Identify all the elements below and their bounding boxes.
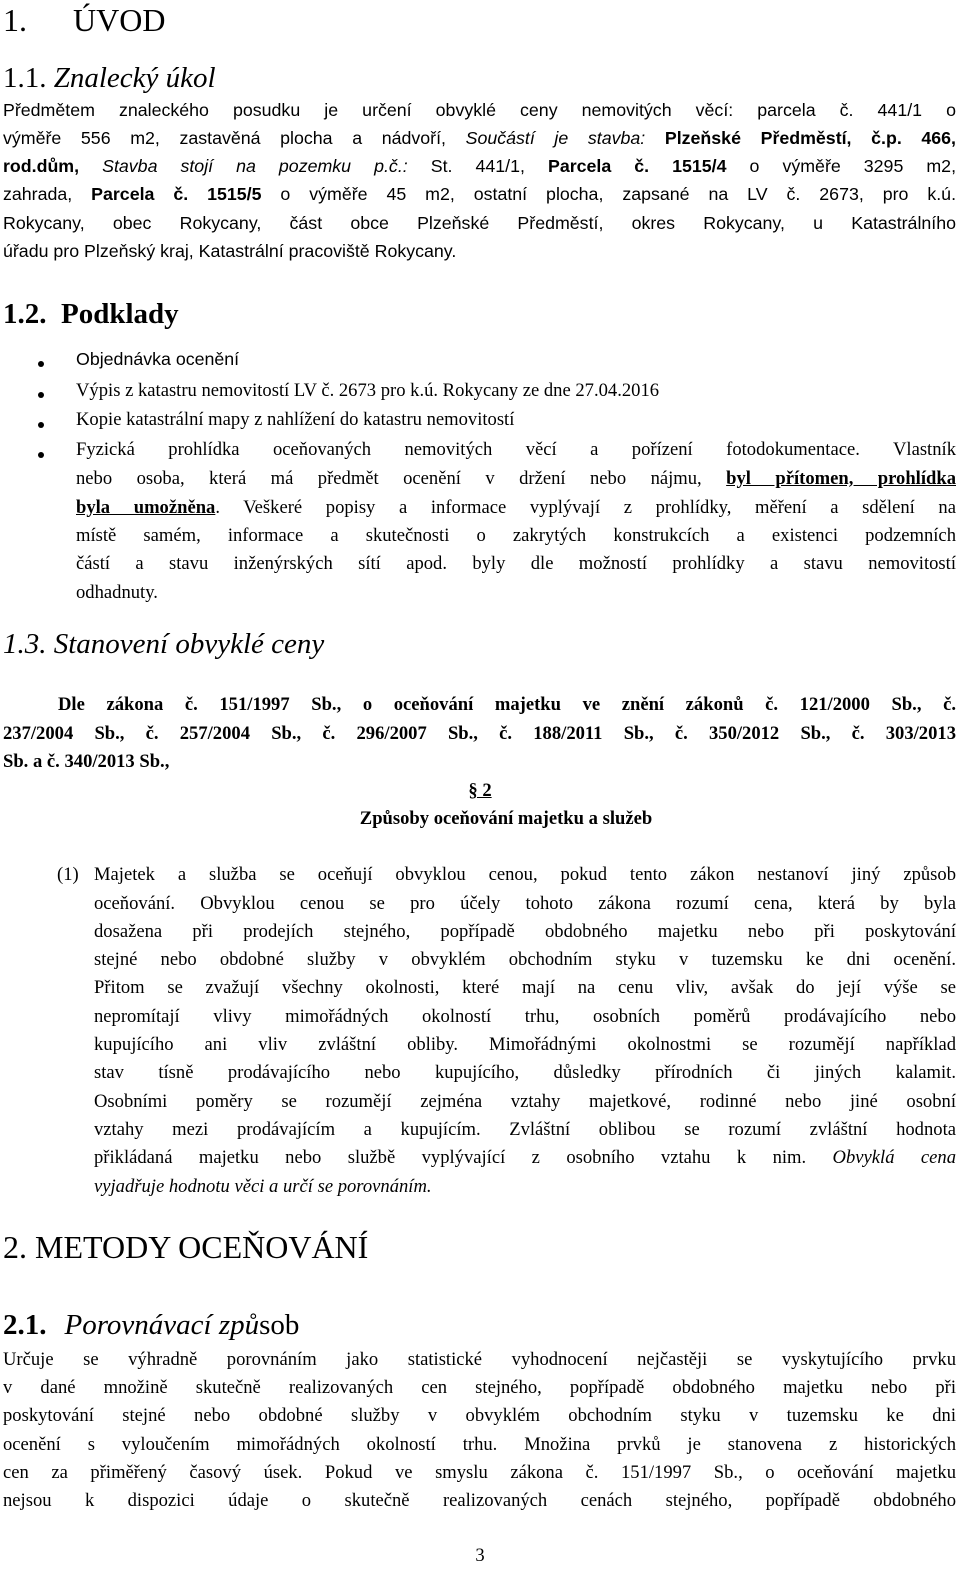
subsection-title: Znalecký úkol bbox=[53, 62, 216, 94]
clause-line bbox=[94, 1034, 956, 1056]
text-span: byla umožněna bbox=[76, 497, 216, 518]
section-title: ÚVOD bbox=[73, 2, 166, 38]
subsection-number: 2.1. bbox=[3, 1309, 47, 1341]
text-line: Fyzická prohlídka oceňovaných nemovitých věcí a pořízení fotodokumentace. Vlastník bbox=[76, 439, 956, 460]
law-section-heading: Způsoby oceňování majetku a služeb bbox=[359, 808, 653, 829]
subsection-title-end: sob bbox=[259, 1309, 300, 1341]
text-line: ocenění s vyloučením mimořádných okolností trhu. Množina prvků je stanovena z historických bbox=[3, 1434, 956, 1455]
text-span: Parcela č. 1515/4 bbox=[547, 156, 727, 176]
text-line: částí a stavu inženýrských sítí apod. byly dle možností prohlídky a stavu nemovitostí bbox=[76, 553, 956, 574]
text-line: stejné nebo obdobné služby v obvyklém obchodním styku v tuzemsku ke dni ocenění. bbox=[94, 949, 956, 970]
subsection-number: 1.3. bbox=[3, 628, 47, 660]
paragraph-line bbox=[3, 1349, 956, 1371]
bullet-continuation bbox=[76, 553, 956, 575]
text-span: rod.dům, bbox=[3, 156, 103, 176]
text-span: výměře 556 m2, zastavěná plocha a nádvoří, bbox=[3, 128, 466, 148]
text-span: zahrada, bbox=[3, 184, 92, 204]
text-line: místě samém, informace a skutečnosti o zakrytých konstrukcích a existenci podzemních bbox=[76, 525, 956, 546]
text-line: Předmětem znaleckého posudku je určení obvyklé ceny nemovitých věcí: parcela č. 441/1 o bbox=[3, 100, 956, 120]
text-span: Obvyklá cena bbox=[832, 1147, 956, 1168]
paragraph-sign: § 2 bbox=[468, 780, 492, 801]
text-line: úřadu pro Plzeňský kraj, Katastrální pracoviště Rokycany. bbox=[3, 241, 457, 261]
text-span: o výměře 45 m2, ostatní plocha, zapsané na LV č. 2673, pro k.ú. bbox=[261, 184, 957, 204]
clause-line bbox=[94, 1119, 956, 1141]
text-span: byl přítomen, prohlídka bbox=[726, 468, 956, 489]
text-span: . Veškeré popisy a informace vyplývají z prohlídky, měření a sdělení na bbox=[215, 497, 956, 518]
section-title: METODY OCEŇOVÁNÍ bbox=[35, 1229, 369, 1265]
text-line: Dle zákona č. 151/1997 Sb., o oceňování majetku ve znění zákonů č. 121/2000 Sb., č. bbox=[58, 694, 956, 715]
paragraph-line bbox=[3, 1405, 956, 1427]
subsection-heading bbox=[3, 298, 179, 331]
bullet-continuation bbox=[76, 497, 956, 519]
bullet-continuation bbox=[76, 525, 956, 547]
section-number: 1. bbox=[3, 2, 27, 38]
clause-line bbox=[94, 977, 956, 999]
page-number: 3 bbox=[475, 1545, 485, 1566]
section-heading bbox=[3, 2, 165, 39]
text-line: Rokycany, obec Rokycany, část obce Plzeňské Předměstí, okres Rokycany, u Katastrálního bbox=[3, 213, 956, 233]
text-line: Určuje se výhradně porovnáním jako statistické vyhodnocení nejčastěji se vyskytujícího prvku bbox=[3, 1349, 956, 1370]
law-line bbox=[58, 694, 956, 716]
text-line: kupujícího ani vliv zvláštní obliby. Mimořádnými okolnostmi se rozumějí například bbox=[94, 1034, 956, 1055]
clause-line bbox=[94, 1091, 956, 1113]
law-line bbox=[3, 723, 956, 745]
clause-line bbox=[94, 949, 956, 971]
paragraph-line bbox=[3, 184, 956, 205]
text-line: Osobními poměry se rozumějí zejména vztahy majetkové, rodinné nebo jiné osobní bbox=[94, 1091, 956, 1112]
paragraph-line bbox=[3, 1490, 956, 1512]
paragraph-line bbox=[3, 156, 956, 177]
paragraph-line bbox=[3, 1462, 956, 1484]
bullet-dot bbox=[38, 452, 44, 458]
subsection-title: Podklady bbox=[61, 298, 179, 330]
paragraph-line bbox=[3, 1434, 956, 1456]
bullet-item: Kopie katastrální mapy z nahlížení do katastru nemovitostí bbox=[76, 409, 515, 430]
bullet-dot bbox=[38, 361, 44, 367]
paragraph-line bbox=[3, 213, 956, 234]
subsection-heading bbox=[3, 628, 324, 661]
bullet-continuation bbox=[76, 468, 956, 490]
bullet-dot bbox=[38, 422, 44, 428]
clause-line bbox=[94, 1147, 956, 1169]
paragraph-line bbox=[3, 241, 456, 262]
bullet-continuation: odhadnuty. bbox=[76, 582, 158, 603]
subsection-number: 1.2. bbox=[3, 298, 47, 330]
section-heading bbox=[3, 1229, 368, 1266]
text-span: St. 441/1, bbox=[430, 156, 548, 176]
bullet-item: Výpis z katastru nemovitostí LV č. 2673 pro k.ú. Rokycany ze dne 27.04.2016 bbox=[76, 380, 660, 401]
text-line: v dané množině skutečně realizovaných cen stejného, popřípadě obdobného majetku nebo při bbox=[3, 1377, 956, 1398]
text-span: o výměře 3295 m2, bbox=[726, 156, 957, 176]
section-number: 2. bbox=[3, 1229, 27, 1265]
clause-line bbox=[94, 1006, 956, 1028]
text-line: oceňování. Obvyklou cenou se pro účely tohoto zákona rozumí cena, která by byla bbox=[94, 893, 956, 914]
subsection-title: Porovnávací způ bbox=[64, 1309, 260, 1341]
text-span: Parcela č. 1515/5 bbox=[91, 184, 262, 204]
text-line: Majetek a služba se oceňují obvyklou cenou, pokud tento zákon nestanoví jiný způsob bbox=[94, 864, 956, 885]
text-line: Přitom se zvažují všechny okolnosti, které mají na cenu vliv, avšak do její výše se bbox=[94, 977, 956, 998]
clause-number: (1) bbox=[57, 864, 79, 885]
text-line: nejsou k dispozici údaje o skutečně realizovaných cenách stejného, popřípadě obdobného bbox=[3, 1490, 956, 1511]
text-line: vztahy mezi prodávajícím a kupujícím. Zvláštní oblibou se rozumí zvláštní hodnota bbox=[94, 1119, 956, 1140]
text-line: dosažena při prodejích stejného, popřípadě obdobného majetku nebo při poskytování bbox=[94, 921, 956, 942]
text-span: Stavba stojí na pozemku p.č.: bbox=[102, 156, 431, 176]
clause-line: vyjadřuje hodnotu věci a určí se porovnáním. bbox=[94, 1176, 432, 1197]
subsection-heading bbox=[3, 62, 216, 95]
text-span: Plzeňské Předměstí, č.p. 466, bbox=[664, 128, 956, 148]
law-line: Sb. a č. 340/2013 Sb., bbox=[3, 751, 170, 772]
bullet-item bbox=[76, 439, 956, 461]
text-line: poskytování stejné nebo obdobné služby v obvyklém obchodním styku v tuzemsku ke dni bbox=[3, 1405, 956, 1426]
clause-line bbox=[94, 864, 956, 886]
text-line: stav tísně prodávajícího nebo kupujícího, důsledky přírodních či jiných kalamit. bbox=[94, 1062, 956, 1083]
subsection-title: Stanovení obvyklé ceny bbox=[53, 628, 325, 660]
text-span: přikládaná majetku nebo službě vyplývající z osobního vztahu k nim. bbox=[94, 1147, 833, 1168]
paragraph-line bbox=[3, 100, 956, 122]
bullet-dot bbox=[38, 392, 44, 398]
paragraph-line bbox=[3, 128, 956, 149]
clause-line bbox=[94, 1062, 956, 1084]
paragraph-line bbox=[3, 1377, 956, 1399]
text-span: nebo osoba, která má předmět ocenění v držení nebo nájmu, bbox=[76, 468, 727, 489]
bullet-item: Objednávka ocenění bbox=[76, 349, 240, 369]
text-line: 237/2004 Sb., č. 257/2004 Sb., č. 296/2007 Sb., č. 188/2011 Sb., č. 350/2012 Sb., č. 303/2013 bbox=[3, 723, 956, 744]
subsection-heading bbox=[3, 1309, 299, 1342]
text-span: Součástí je stavba: bbox=[465, 128, 665, 148]
subsection-number: 1.1. bbox=[3, 62, 47, 94]
text-line: cen za přiměřený časový úsek. Pokud ve smyslu zákona č. 151/1997 Sb., o oceňování majetku bbox=[3, 1462, 956, 1483]
clause-line bbox=[94, 893, 956, 915]
text-line: nepromítají vlivy mimořádných okolností trhu, osobních poměrů prodávajícího nebo bbox=[94, 1006, 956, 1027]
clause-line bbox=[94, 921, 956, 943]
